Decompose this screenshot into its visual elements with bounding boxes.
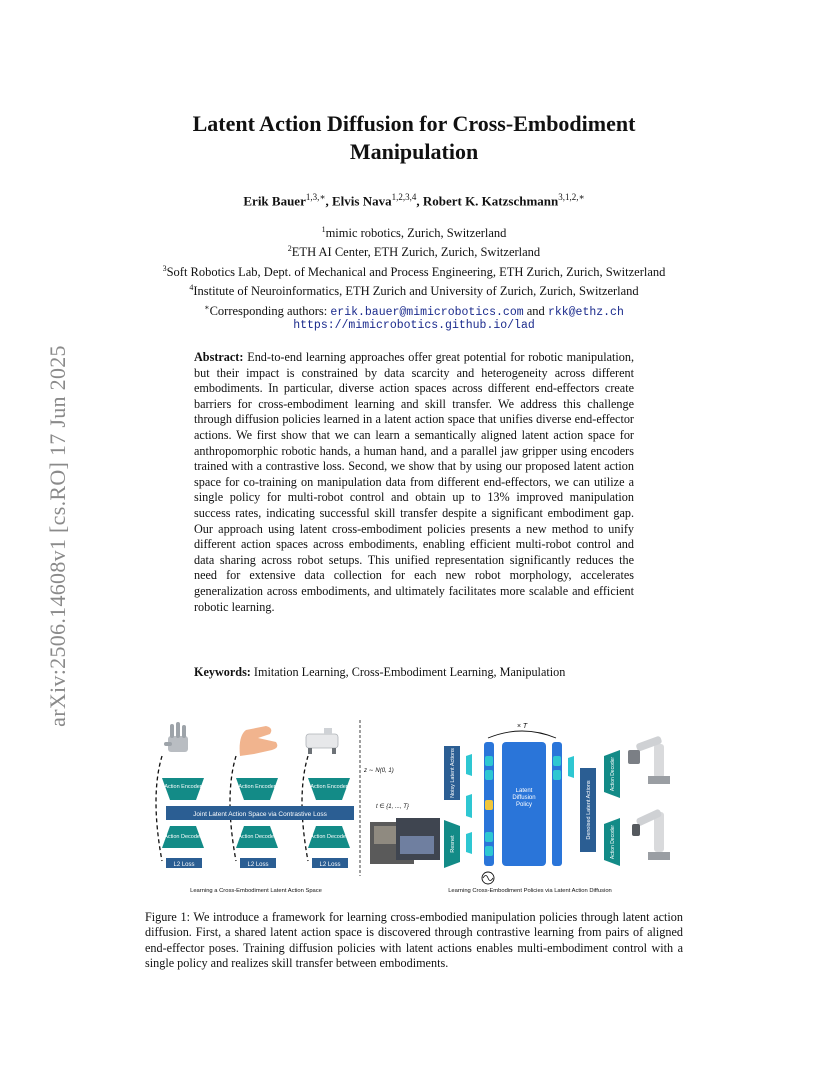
- abstract: [194, 350, 634, 615]
- repeat-label: × T: [516, 723, 528, 730]
- affiliation: $^2$ETH AI Center, ETH Zurich, Zurich, Switzerland: [287, 244, 541, 260]
- noise-equation: z ∼ N(0, 1): [364, 768, 394, 774]
- project-url-row: [120, 315, 708, 333]
- paper-title: Latent Action Diffusion for Cross-Embodiment Manipulation: [192, 111, 636, 164]
- encoder-label: Action Encoder: [164, 784, 202, 790]
- email-link[interactable]: erik.bauer@mimicrobotics.com: [330, 305, 524, 319]
- figure-caption: Figure 1: We introduce a framework for learning cross-embodied manipulation policies through latent action diffusion. First, a shared latent action space is discovered through contrastive learning from pairs of aligned end-effector poses. Training diffusion policies with latent actions enables multi-embodiment control with a single policy and realizes skill transfer between embodiments.: [145, 910, 683, 971]
- noisy-latent-actions-label: Noisy Latent Actions: [450, 748, 456, 798]
- author-affil-marker: 1,3,∗: [305, 192, 326, 202]
- keywords-label: Keywords:: [194, 665, 251, 679]
- timestep-equation: t ∈ {1, ..., T}: [376, 804, 409, 810]
- corresponding-authors: ∗Corresponding authors: erik.bauer@mimicrobotics.com and rkk@ethz.ch: [204, 302, 624, 319]
- affiliation-list: [120, 222, 708, 320]
- project-url-link[interactable]: https://mimicrobotics.github.io/lad: [293, 319, 535, 332]
- author-name: Elvis Nava: [331, 193, 392, 209]
- robot-hand-image: [164, 722, 188, 752]
- robot-arm-image: [632, 808, 670, 860]
- encoder-label: Action Encoder: [238, 784, 276, 790]
- author-affil-marker: 1,2,3,4: [391, 192, 417, 202]
- author-name: Erik Bauer: [243, 193, 306, 209]
- affiliation: $^3$Soft Robotics Lab, Dept. of Mechanical and Process Engineering, ETH Zurich, Zurich, Switzerland: [162, 263, 666, 280]
- decoder-label: Action Decoder: [610, 756, 616, 792]
- decoder-label: Action Decoder: [610, 824, 616, 860]
- l2-loss-label: L2 Loss: [173, 862, 195, 868]
- robot-arm-image: [628, 735, 670, 784]
- latent-diffusion-policy-label: Latent Diffusion Policy: [512, 788, 536, 808]
- figure-1: [148, 716, 688, 898]
- arxiv-identifier: arXiv:2506.14608v1 [cs.RO] 17 Jun 2025: [45, 345, 70, 727]
- keywords: [194, 665, 634, 680]
- decoder-label: Action Decoder: [310, 834, 348, 840]
- resnet-label: Resnet: [450, 835, 456, 853]
- abstract-text: End-to-end learning approaches offer great potential for robotic manipulation, but their impact is constrained by data scarcity and heterogeneity across different embodiments. In particular, diverse action spaces across different end-effectors create barriers for cross-embodiment learning and skill transfer. We address this challenge through diffusion policies learned in a latent action space that unifies diverse end-effector actions. We first show that we can learn a semantically aligned latent action space for anthropomorphic robotic hands, a human hand, and a parallel jaw gripper using encoders trained with a contrastive loss. Second, we show that by using our proposed latent action space for co-training on manipulation data from different end-effectors, we can utilize a single policy for multi-robot control and obtain up to 13% improved manipulation success rates, indicating successful skill transfer despite a significant embodiment gap. Our approach using latent cross-embodiment policies presents a new method to unify different action spaces across embodiments, enabling efficient multi-robot control and data sharing across robot setups. This unified representation significantly reduces the need for extensive data collection for each new robot morphology, accelerates generalization across embodiments, and ultimately facilitates more scalable and efficient robotic learning.: [194, 350, 634, 614]
- affiliation: $^1$mimic robotics, Zurich, Switzerland: [321, 225, 507, 241]
- encoder-label: Action Encoder: [310, 784, 348, 790]
- decoder-label: Action Decoder: [164, 834, 202, 840]
- abstract-label: Abstract:: [194, 350, 244, 364]
- denoised-latent-actions-label: Denoised Latent Actions: [586, 780, 592, 840]
- keywords-text: Imitation Learning, Cross-Embodiment Learning, Manipulation: [253, 665, 566, 679]
- gripper-image: [306, 728, 338, 754]
- right-panel-subtitle: Learning Cross-Embodiment Policies via Latent Action Diffusion: [448, 888, 612, 894]
- affiliation: $^4$Institute of Neuroinformatics, ETH Zurich and University of Zurich, Zurich, Switzerland: [189, 283, 639, 299]
- human-hand-image: [240, 726, 278, 756]
- figure-1-diagram: [148, 716, 688, 898]
- joint-latent-space-label: Joint Latent Action Space via Contrastive Loss: [193, 811, 327, 818]
- author-name: Robert K. Katzschmann: [422, 193, 559, 209]
- left-panel-subtitle: Learning a Cross-Embodiment Latent Action Space: [190, 888, 322, 894]
- l2-loss-label: L2 Loss: [247, 862, 269, 868]
- author-affil-marker: 3,1,2,∗: [558, 192, 585, 202]
- author-list: Erik Bauer$^{1,3,∗}$, Elvis Nava$^{1,2,3,4}$, Robert K. Katzschmann$^{3,1,2,∗}$: [243, 192, 585, 209]
- email-link[interactable]: rkk@ethz.ch: [547, 305, 624, 319]
- l2-loss-label: L2 Loss: [319, 862, 341, 868]
- decoder-label: Action Decoder: [238, 834, 276, 840]
